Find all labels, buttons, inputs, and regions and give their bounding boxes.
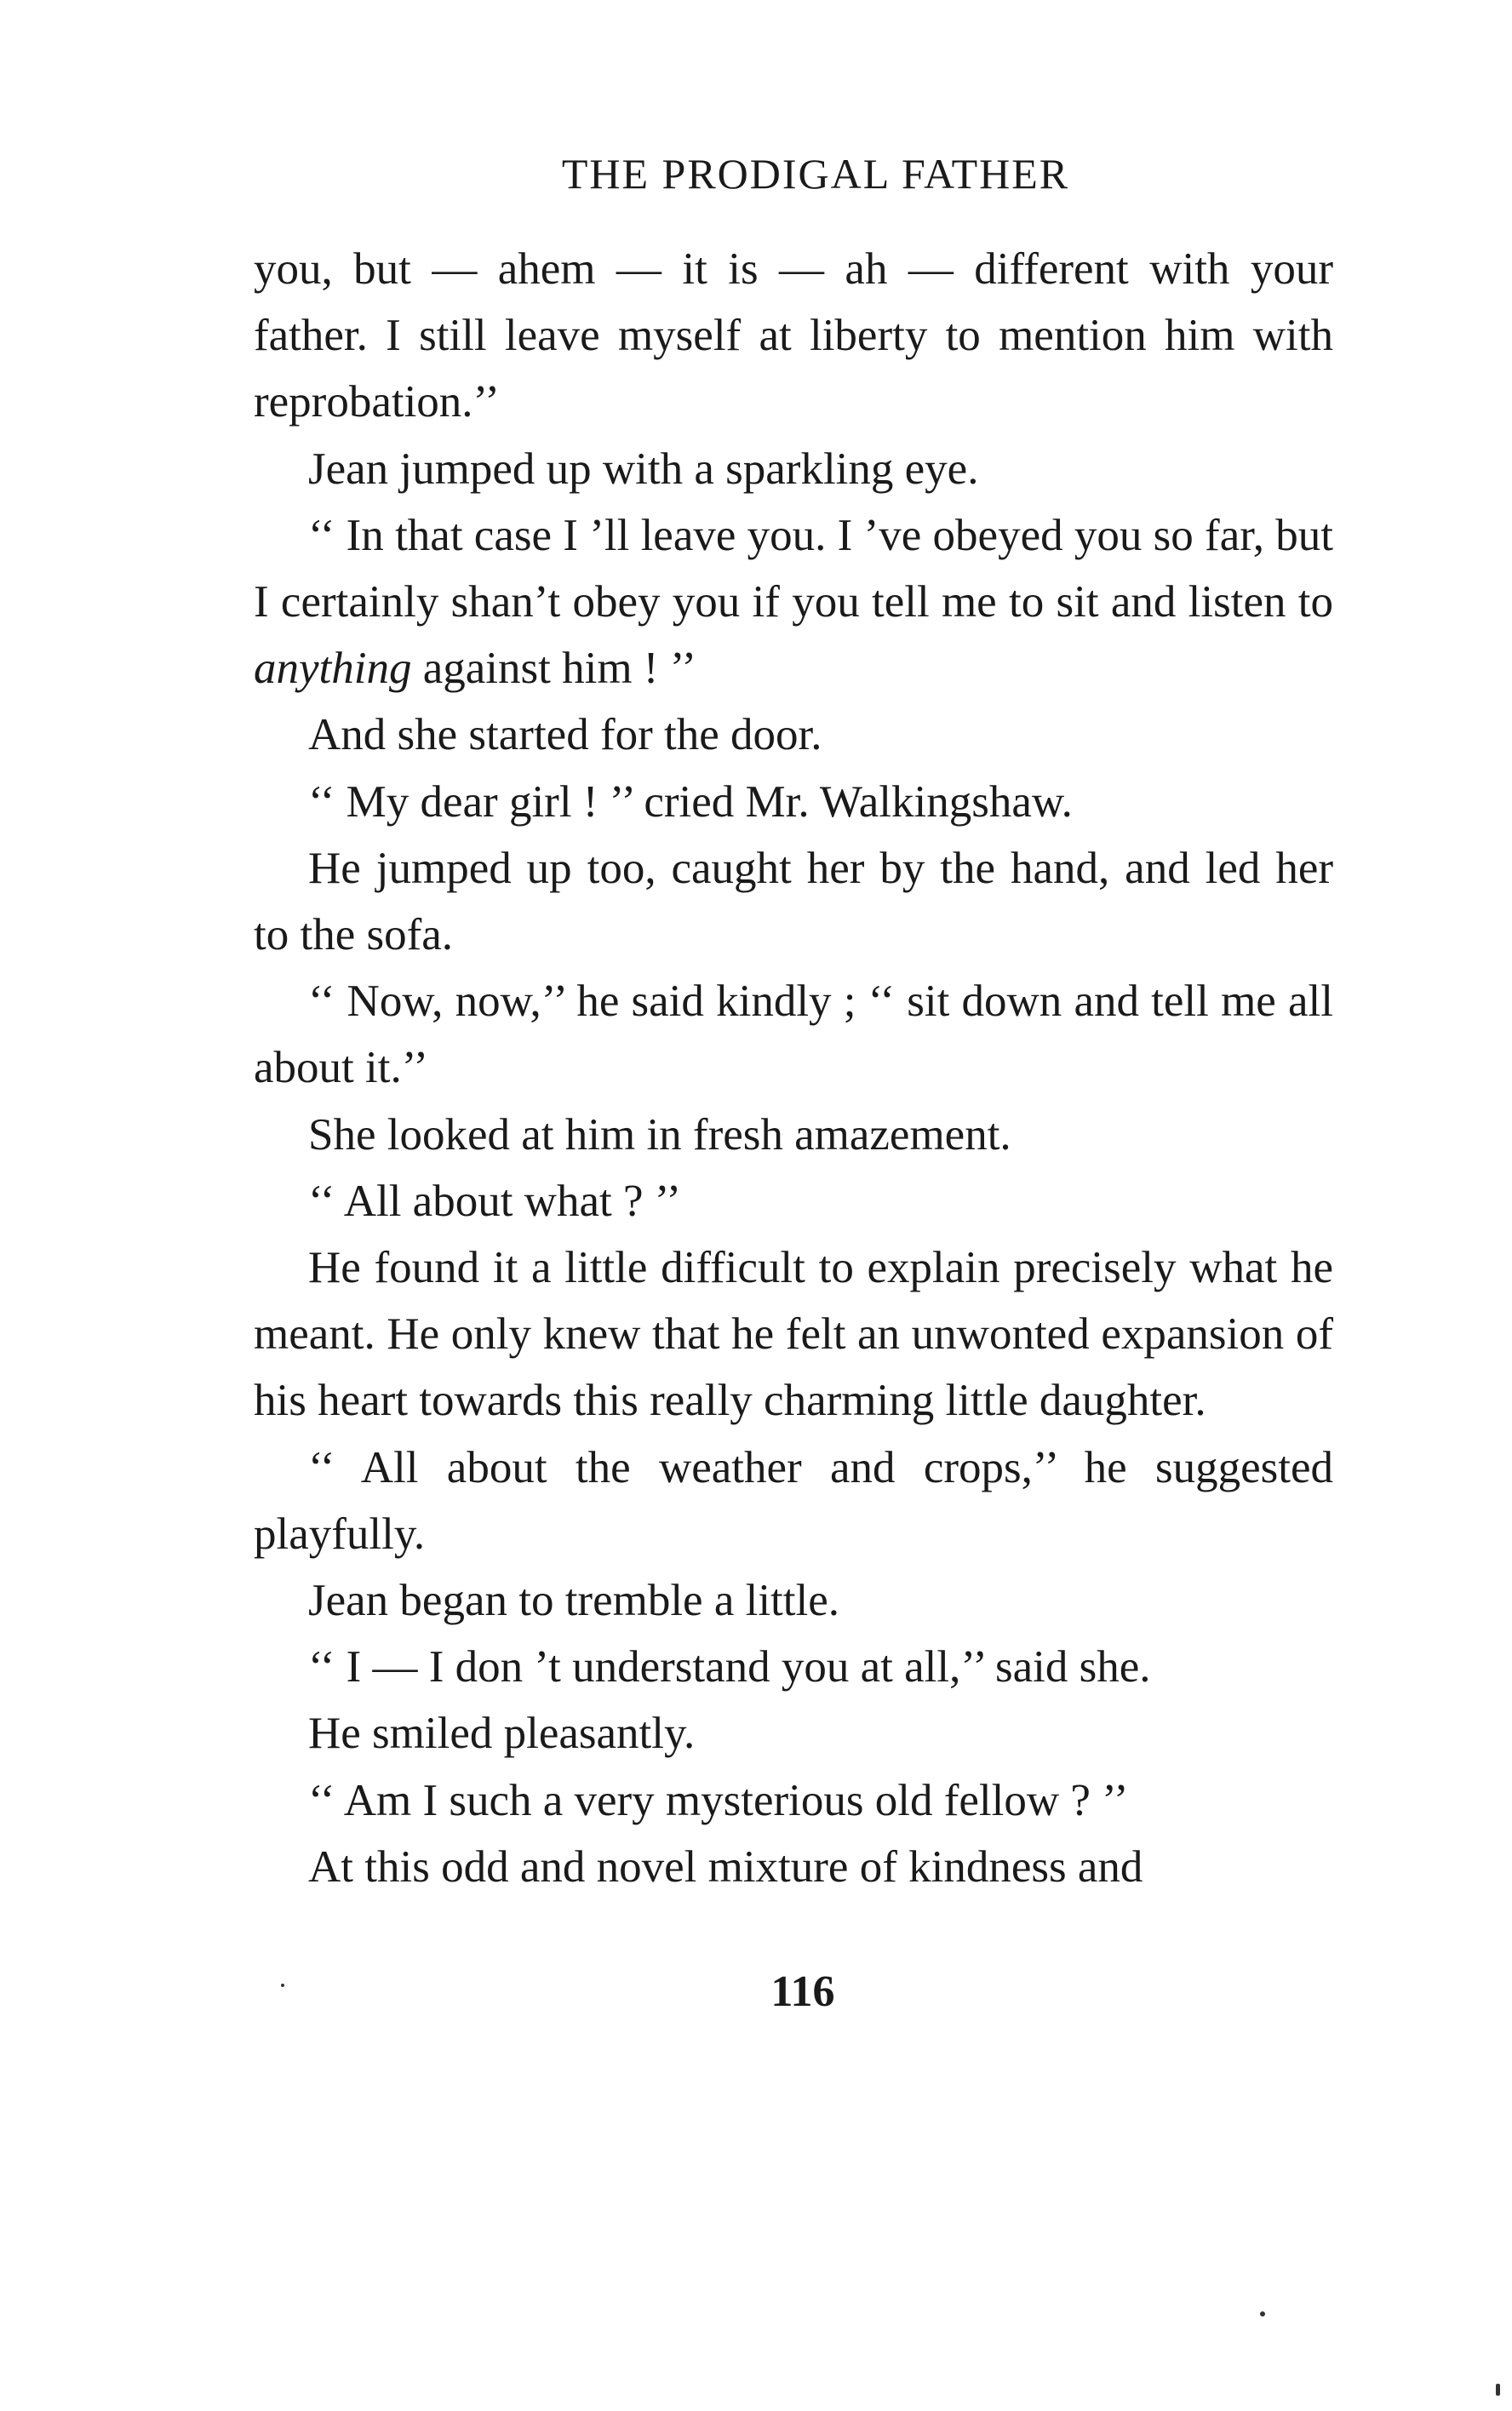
paragraph: ‘‘ I — I don ’t understand you at all,’’ said she.	[308, 1642, 1151, 1692]
print-speck	[1260, 2311, 1265, 2317]
running-head	[0, 136, 1342, 211]
paragraph: Jean began to tremble a little.	[308, 1576, 839, 1626]
paragraph: He found it a little difficult to explain precisely what he meant. He only knew that he felt an unwonted expansion of his heart towards this really charming little daughter.	[254, 1243, 1333, 1426]
paragraph-text: ‘‘ In that case I ’ll leave you. I ’ve obeyed you so far, but I certainly shan’t obey you if you tell me to sit and listen to	[254, 510, 1333, 627]
paragraph: you, but — ahem — it is — ah — different with your father. I still leave myself at liberty to mention him with reprobation.’’	[254, 244, 1333, 427]
paragraph: Jean jumped up with a sparkling eye.	[308, 444, 979, 494]
paragraph: At this odd and novel mixture of kindness and	[308, 1841, 1143, 1892]
page-number-text: 116	[770, 1967, 835, 2016]
paragraph-text: against him ! ’’	[411, 644, 697, 694]
page-number	[0, 1962, 1512, 2022]
body-text	[254, 236, 1333, 1900]
paragraph: He smiled pleasantly.	[308, 1709, 696, 1759]
paragraph: ‘‘ Now, now,’’ he said kindly ; ‘‘ sit down and tell me all about it.’’	[254, 976, 1333, 1093]
running-head-title: THE PRODIGAL FATHER	[561, 150, 1070, 198]
paragraph: She looked at him in fresh amazement.	[308, 1109, 1011, 1160]
print-speck	[1496, 2384, 1500, 2396]
italic-word: anything	[254, 644, 412, 694]
paragraph	[254, 502, 1333, 702]
paragraph: He jumped up too, caught her by the hand, and led her to the sofa.	[254, 843, 1333, 960]
paragraph: ‘‘ My dear girl ! ’’ cried Mr. Walkingshaw.	[308, 776, 1073, 827]
paragraph: ‘‘ All about the weather and crops,’’ he suggested playfully.	[254, 1442, 1333, 1559]
print-speck	[281, 1984, 284, 1987]
paragraph: ‘‘ All about what ? ’’	[308, 1176, 682, 1226]
paragraph: And she started for the door.	[308, 710, 822, 760]
paragraph: ‘‘ Am I such a very mysterious old fellow ? ’’	[308, 1775, 1129, 1825]
